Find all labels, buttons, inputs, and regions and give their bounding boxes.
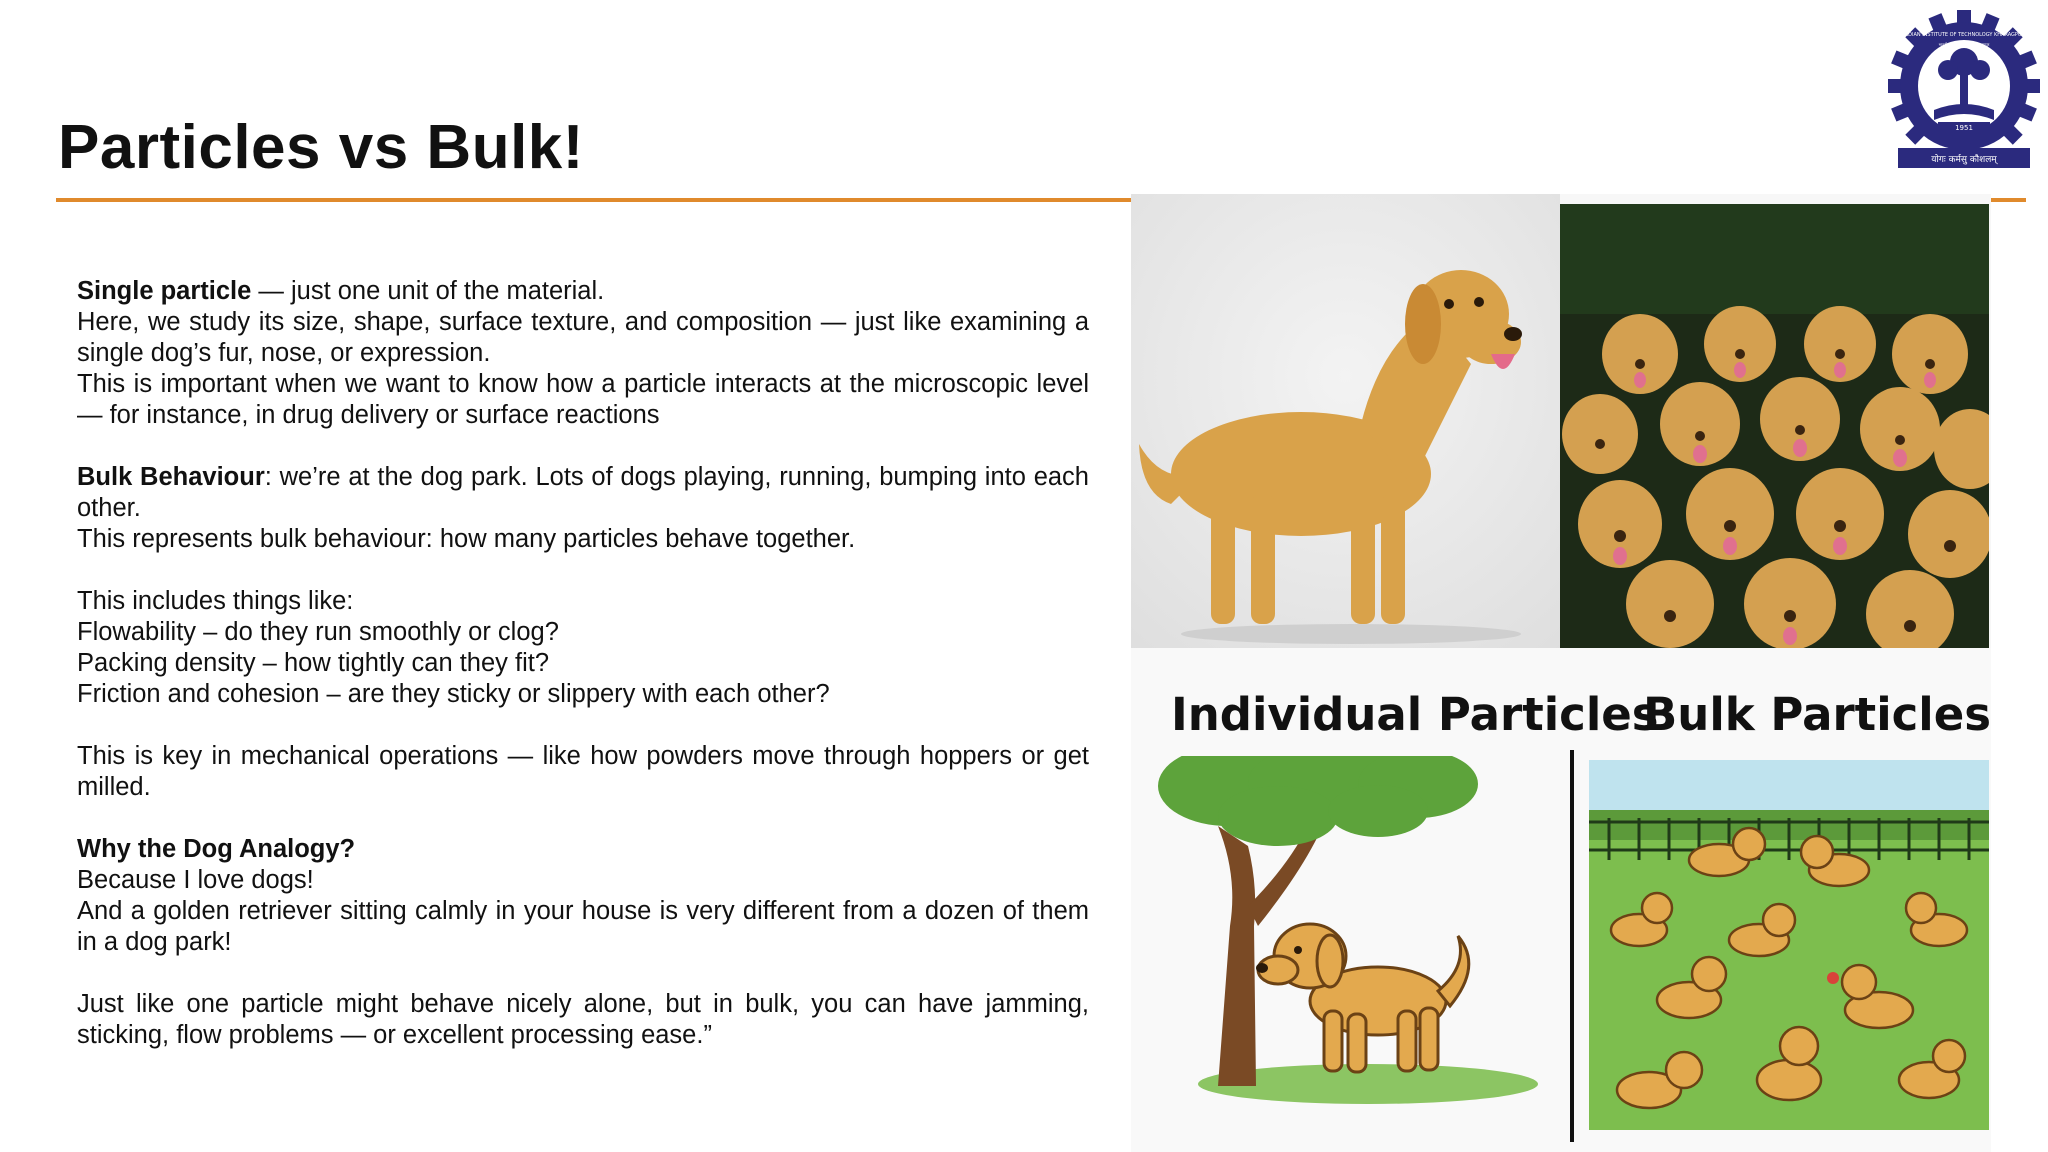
- bulk-behaviour-explanation: This represents bulk behaviour: how many particles behave together.: [77, 525, 856, 553]
- paragraph-includes: [77, 586, 1089, 710]
- single-particle-importance: This is important when we want to know how a particle interacts at the microscopic level — for instance, in drug delivery or surface reactions: [77, 370, 1089, 429]
- paragraph-single-particle: [77, 276, 1089, 431]
- dog-analogy-reason: Because I love dogs!: [77, 866, 314, 894]
- term-single-particle: Single particle: [77, 277, 252, 305]
- list-item: Flowability – do they run smoothly or clog?: [77, 618, 559, 646]
- caption-individual-particles: Individual Particles: [1171, 688, 1659, 741]
- single-dog-photo: [1131, 194, 1560, 648]
- logo-ring-text-hindi: भारतीय प्रौद्योगिकी संस्थान खड़गपुर: [1938, 42, 1990, 47]
- iit-kharagpur-logo: [1888, 10, 2040, 174]
- single-particle-study: Here, we study its size, shape, surface texture, and composition — just like examining a single dog’s fur, nose, or expression.: [77, 308, 1089, 367]
- paragraph-dog-analogy: [77, 834, 1089, 958]
- term-dog-analogy: Why the Dog Analogy?: [77, 835, 356, 863]
- conclusion-text: Just like one particle might behave nicely alone, but in bulk, you can have jamming, sticking, flow problems — or excellent processing ease.”: [77, 990, 1089, 1049]
- paragraph-bulk-behaviour: [77, 462, 1089, 555]
- logo-year: 1951: [1955, 124, 1973, 132]
- logo-ring-text: INDIAN INSTITUTE OF TECHNOLOGY KHARAGPUR: [1902, 32, 2026, 38]
- body-text: [77, 276, 1089, 1082]
- individual-dog-illustration: [1158, 756, 1538, 1106]
- dog-analogy-comparison: And a golden retriever sitting calmly in your house is very different from a dozen of them in a dog park!: [77, 897, 1089, 956]
- mechanical-operations-text: This is key in mechanical operations — like how powders move through hoppers or get milled.: [77, 742, 1089, 801]
- bulk-dogs-illustration: [1589, 760, 1989, 1130]
- list-item: Packing density – how tightly can they fit?: [77, 649, 550, 677]
- single-particle-definition: — just one unit of the material.: [251, 277, 605, 305]
- bulk-behaviour-definition: : we’re at the dog park. Lots of dogs playing, running, bumping into each other.: [77, 463, 1089, 522]
- caption-divider: [1570, 750, 1574, 1142]
- slide-title: Particles vs Bulk!: [58, 113, 584, 182]
- group-dogs-photo: [1560, 204, 1989, 648]
- list-item: Friction and cohesion – are they sticky or slippery with each other?: [77, 680, 830, 708]
- includes-intro: This includes things like:: [77, 587, 354, 615]
- logo-motto: योगः कर्मसु कौशलम्: [1931, 155, 1997, 165]
- paragraph-mechanical-operations: [77, 741, 1089, 803]
- term-bulk-behaviour: Bulk Behaviour: [77, 463, 265, 491]
- caption-bulk-particles: Bulk Particles: [1643, 688, 1992, 741]
- paragraph-conclusion: [77, 989, 1089, 1051]
